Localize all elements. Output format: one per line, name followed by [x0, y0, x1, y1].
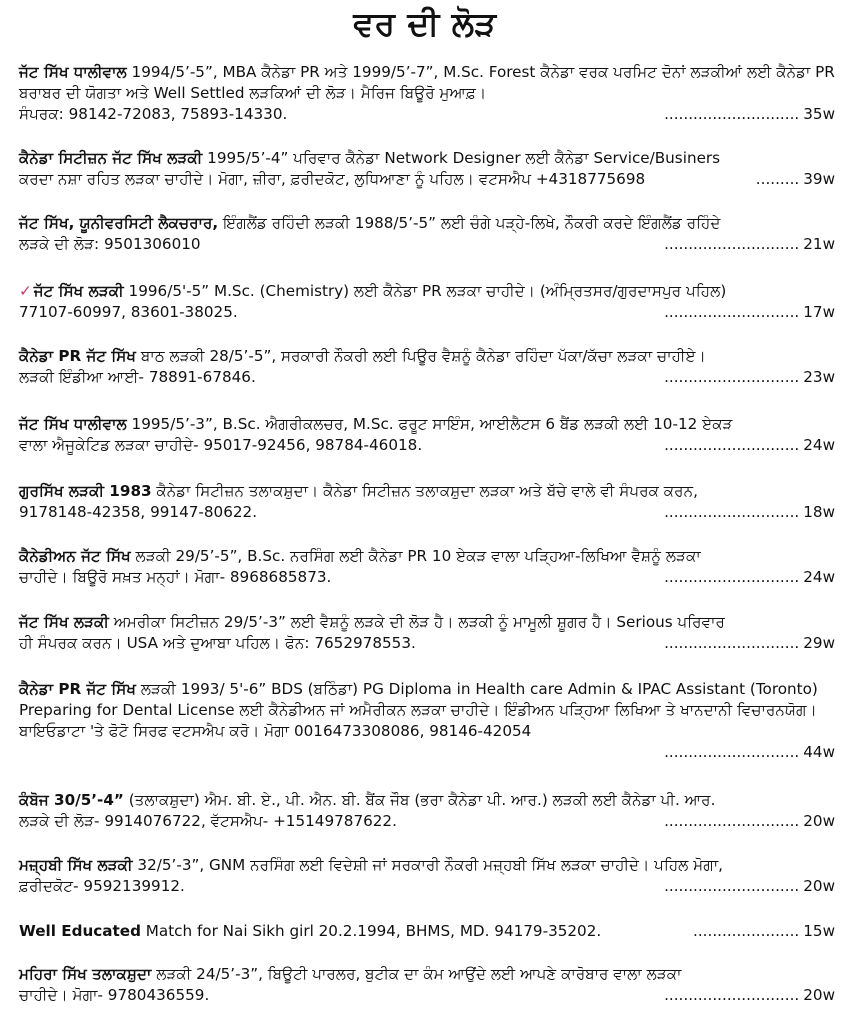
ad-heading: ਕੈਨੇਡੀਅਨ ਜੱਟ ਸਿੱਖ — [19, 547, 131, 565]
ad-heading: ਗੁਰਸਿੱਖ ਲੜਕੀ 1983 — [19, 482, 152, 500]
ad-contact: ਲੜਕੇ ਦੀ ਲੋੜ- 9914076722, ਵੱਟਸਐਪ- +15149787622. — [19, 812, 397, 830]
ad-text — [19, 481, 835, 502]
ad-contact: ਫ਼ਰੀਦਕੋਟ- 9592139912. — [19, 877, 185, 895]
ad-contact: ਚਾਹੀਦੇ। ਬਿਊਰੋ ਸਖ਼ਤ ਮਨ੍ਹਾਂ। ਮੋਗਾ- 8968685873. — [19, 568, 332, 586]
ad-size: 20w — [803, 877, 835, 895]
ad-size: 24w — [803, 436, 835, 454]
ad-heading: ਜੱਟ ਸਿੱਖ ਲੜਕੀ — [19, 613, 109, 631]
ad-body: (ਤਲਾਕਸ਼ੁਦਾ) ਐਮ. ਬੀ. ਏ., ਪੀ. ਐਨ. ਬੀ. ਬੈਂਕ ਜੌਬ (ਭਰਾ ਕੈਨੇਡਾ ਪੀ. ਆਰ.) ਲੜਕੀ ਲਈ ਕੈਨੇਡਾ ਪੀ. ਆਰ. — [123, 791, 716, 809]
ad-dots: ............................ — [664, 235, 800, 253]
ad-dots: ............................ — [664, 877, 800, 895]
ad-contact: ਸੰਪਰਕ: 98142-72083, 75893-14330. — [19, 105, 288, 123]
ad-body: 1995/5’-4” ਪਰਿਵਾਰ ਕੈਨੇਡਾ Network Designer ਲਈ ਕੈਨੇਡਾ Service/Businers — [202, 149, 721, 167]
ad-dots: ............................ — [664, 436, 800, 454]
ad-text — [19, 62, 835, 104]
ad-body: ਬਾਠ ਲੜਕੀ 28/5’-5”, ਸਰਕਾਰੀ ਨੌਕਰੀ ਲਈ ਪਿਊਰ ਵੈਸ਼ਨੂੰ ਕੈਨੇਡਾ ਰਹਿੰਦਾ ਪੱਕਾ/ਕੱਚਾ ਲੜਕਾ ਚਾਹੀਏ। — [136, 347, 706, 365]
ad-text — [19, 855, 835, 876]
ad-footer — [19, 302, 835, 323]
ad-dots: ...................... — [693, 922, 800, 940]
ad-heading: ਕੈਨੇਡਾ PR ਜੱਟ ਸਿੱਖ — [19, 680, 137, 698]
ad-contact: Match for Nai Sikh girl 20.2.1994, BHMS, MD. 94179-35202. — [145, 922, 602, 940]
ad-body: 32/5’-3”, GNM ਨਰਸਿੰਗ ਲਈ ਵਿਦੇਸ਼ੀ ਜਾਂ ਸਰਕਾਰੀ ਨੌਕਰੀ ਮਜ਼੍ਹਬੀ ਸਿੱਖ ਲੜਕਾ ਚਾਹੀਦੇ। ਪਹਿਲ ਮੋਗਾ, — [132, 856, 724, 874]
ad-size: 23w — [803, 368, 835, 386]
classified-ad — [19, 346, 835, 388]
ad-dots: ............................ — [664, 568, 800, 586]
ad-heading: ਜੱਟ ਸਿੱਖ ਧਾਲੀਵਾਲ — [19, 63, 127, 81]
ad-size: 29w — [803, 634, 835, 652]
ad-contact: ਲੜਕੇ ਦੀ ਲੋੜ: 9501306010 — [19, 235, 201, 253]
classified-ad — [19, 546, 835, 588]
ad-size: 17w — [803, 303, 835, 321]
ad-size: 39w — [803, 170, 835, 188]
ad-size: 24w — [803, 568, 835, 586]
classified-ad — [19, 921, 835, 942]
ad-footer — [19, 367, 835, 388]
classified-ad — [19, 679, 835, 763]
ad-size: 21w — [803, 235, 835, 253]
ad-footer — [19, 985, 835, 1006]
ad-contact: ਚਾਹੀਦੇ। ਮੋਗਾ- 9780436559. — [19, 986, 210, 1004]
ad-heading: ਮਹਿਰਾ ਸਿੱਖ ਤਲਾਕਸ਼ੁਦਾ — [19, 965, 152, 983]
ad-contact: 77107-60997, 83601-38025. — [19, 303, 238, 321]
ad-footer — [19, 876, 835, 897]
ad-dots: ............................ — [664, 368, 800, 386]
checkmark-icon: ✓ — [19, 282, 32, 300]
ad-contact: ਕਰਦਾ ਨਸ਼ਾ ਰਹਿਤ ਲੜਕਾ ਚਾਹੀਦੇ। ਮੋਗਾ, ਜ਼ੀਰਾ, ਫ਼ਰੀਦਕੋਟ, ਲੁਧਿਆਣਾ ਨੂੰ ਪਹਿਲ। ਵਟਸਐਪ +4318775698 — [19, 170, 646, 188]
ad-text — [19, 281, 835, 302]
ad-footer — [19, 104, 835, 125]
ad-body: ਲੜਕੀ 29/5’-5”, B.Sc. ਨਰਸਿੰਗ ਲਈ ਕੈਨੇਡਾ PR 10 ਏਕੜ ਵਾਲਾ ਪੜ੍ਹਿਆ-ਲਿਖਿਆ ਵੈਸ਼ਨੂੰ ਲੜਕਾ — [130, 547, 701, 565]
ad-dots: ............................ — [664, 634, 800, 652]
ad-dots: ............................ — [664, 503, 800, 521]
ad-contact: ਲੜਕੀ ਇੰਡੀਆ ਆਈ- 78891-67846. — [19, 368, 256, 386]
ad-footer — [19, 742, 835, 763]
ad-footer — [19, 234, 835, 255]
ad-dots: ............................ — [664, 303, 800, 321]
ad-text — [19, 414, 835, 435]
classified-ad — [19, 964, 835, 1006]
ad-text — [19, 546, 835, 567]
classified-ad — [19, 281, 835, 323]
ad-dots: ......... — [755, 170, 800, 188]
ad-body: 1994/5’-5”, MBA ਕੈਨੇਡਾ PR ਅਤੇ 1999/5’-7”, M.Sc. Forest ਕੈਨੇਡਾ ਵਰਕ ਪਰਮਿਟ ਦੋਨਾਂ ਲੜਕੀਆਂ ਲਈ ਕੈਨੇਡਾ PR ਬਰਾਬਰ ਦੀ ਯੋਗਤਾ ਅਤੇ Well Settled ਲੜਕਿਆਂ ਦੀ ਲੋੜ। ਮੈਰਿਜ ਬਿਊਰੋ ਮੁਆਫ਼। — [19, 63, 835, 102]
ad-body: ਲੜਕੀ 1993/ 5'-6” BDS (ਬਠਿੰਡਾ) PG Diploma in Health care Admin & IPAC Assistant (Toronto) Preparing for Dental License ਲਈ ਕੈਨੇਡੀਅਨ ਜਾਂ ਅਮੈਰੀਕਨ ਲੜਕਾ ਚਾਹੀਦੇ। ਇੰਡੀਅਨ ਪੜ੍ਹਿਆ ਲਿਖਿਆ ਤੇ ਖਾਨਦਾਨੀ ਵਿਚਾਰਨਯੋਗ। ਬਾਇਓਡਾਟਾ 'ਤੇ ਫੋਟੋ ਸਿਰਫ ਵਟਸਐਪ ਕਰੋ। ਮੋਗਾ 0016473308086, 98146-42054 — [19, 680, 818, 740]
ad-text — [19, 346, 835, 367]
ad-text — [19, 790, 835, 811]
ad-size: 20w — [803, 812, 835, 830]
ad-footer — [19, 921, 835, 942]
ad-heading: ਕੰਬੋਜ 30/5’-4” — [19, 791, 124, 809]
ad-body: ਲੜਕੀ 24/5’-3”, ਬਿਊਟੀ ਪਾਰਲਰ, ਬੁਟੀਕ ਦਾ ਕੰਮ ਆਉਂਦੇ ਲਈ ਆਪਣੇ ਕਾਰੋਬਾਰ ਵਾਲਾ ਲੜਕਾ — [151, 965, 682, 983]
ad-text — [19, 148, 835, 169]
ad-dots: ............................ — [664, 812, 800, 830]
ad-body: ਕੈਨੇਡਾ ਸਿਟੀਜ਼ਨ ਤਲਾਕਸ਼ੁਦਾ। ਕੈਨੇਡਾ ਸਿਟੀਜ਼ਨ ਤਲਾਕਸ਼ੁਦਾ ਲੜਕਾ ਅਤੇ ਬੱਚੇ ਵਾਲੇ ਵੀ ਸੰਪਰਕ ਕਰਨ, — [151, 482, 698, 500]
ad-contact: ਹੀ ਸੰਪਰਕ ਕਰਨ। USA ਅਤੇ ਦੁਆਬਾ ਪਹਿਲ। ਫੋਨ: 7652978553. — [19, 634, 416, 652]
ad-heading: ਕੈਨੇਡਾ PR ਜੱਟ ਸਿੱਖ — [19, 347, 137, 365]
classified-ad — [19, 612, 835, 654]
ad-footer — [19, 169, 835, 190]
ad-text — [19, 213, 835, 234]
ad-footer — [19, 633, 835, 654]
ad-contact: 9178148-42358, 99147-80622. — [19, 503, 258, 521]
ad-dots: ............................ — [664, 986, 800, 1004]
classified-ad — [19, 790, 835, 832]
ad-heading: ਕੈਨੇਡਾ ਸਿਟੀਜ਼ਨ ਜੱਟ ਸਿੱਖ ਲੜਕੀ — [19, 149, 203, 167]
ad-size: 44w — [803, 743, 835, 761]
ad-size: 35w — [803, 105, 835, 123]
ad-footer — [19, 435, 835, 456]
ad-footer — [19, 811, 835, 832]
ad-body: ਇੰਗਲੈਂਡ ਰਹਿੰਦੀ ਲੜਕੀ 1988/5’-5” ਲਈ ਚੰਗੇ ਪੜ੍ਹੇ-ਲਿਖੇ, ਨੌਕਰੀ ਕਰਦੇ ਇੰਗਲੈਂਡ ਰਹਿੰਦੇ — [218, 214, 721, 232]
ad-heading: ਜੱਟ ਸਿੱਖ ਧਾਲੀਵਾਲ — [19, 415, 127, 433]
ad-heading: ਜੱਟ ਸਿੱਖ ਲੜਕੀ — [33, 282, 124, 300]
ad-footer — [19, 567, 835, 588]
ad-size: 15w — [803, 922, 835, 940]
ad-dots: ............................ — [664, 105, 800, 123]
ad-contact: ਵਾਲਾ ਐਜੂਕੇਟਿਡ ਲੜਕਾ ਚਾਹੀਦੇ- 95017-92456, 98784-46018. — [19, 436, 423, 454]
ad-text — [19, 964, 835, 985]
ad-heading: ਮਜ਼੍ਹਬੀ ਸਿੱਖ ਲੜਕੀ — [19, 856, 133, 874]
ad-body: 1996/5'-5” M.Sc. (Chemistry) ਲਈ ਕੈਨੇਡਾ PR ਲੜਕਾ ਚਾਹੀਦੇ। (ਅੰਮ੍ਰਿਤਸਰ/ਗੁਰਦਾਸਪੁਰ ਪਹਿਲ) — [123, 282, 727, 300]
classified-ad — [19, 213, 835, 255]
ad-text — [19, 679, 835, 742]
ad-dots: ............................ — [664, 743, 800, 761]
ad-footer — [19, 502, 835, 523]
ad-body: ਅਮਰੀਕਾ ਸਿਟੀਜ਼ਨ 29/5’-3” ਲਈ ਵੈਸ਼ਨੂੰ ਲੜਕੇ ਦੀ ਲੋੜ ਹੈ। ਲੜਕੀ ਨੂੰ ਮਾਮੂਲੀ ਸ਼ੂਗਰ ਹੈ। Serious ਪਰਿਵਾਰ — [108, 613, 725, 631]
classified-ad — [19, 62, 835, 125]
page-title: ਵਰ ਦੀ ਲੋੜ — [353, 4, 497, 43]
ad-heading: Well Educated — [19, 922, 141, 940]
ad-body: 1995/5’-3”, B.Sc. ਐਗਰੀਕਲਚਰ, M.Sc. ਫਰੂਟ ਸਾਇੰਸ, ਆਈਲੈਟਸ 6 ਬੈਂਡ ਲੜਕੀ ਲਈ 10-12 ਏਕੜ — [126, 415, 733, 433]
ad-size: 18w — [803, 503, 835, 521]
classified-ad — [19, 481, 835, 523]
classified-ad — [19, 855, 835, 897]
classified-ad — [19, 414, 835, 456]
ad-text — [19, 612, 835, 633]
ad-size: 20w — [803, 986, 835, 1004]
ad-heading: ਜੱਟ ਸਿੱਖ, ਯੂਨੀਵਰਸਿਟੀ ਲੈਕਚਰਾਰ, — [19, 214, 219, 232]
classified-ad — [19, 148, 835, 190]
